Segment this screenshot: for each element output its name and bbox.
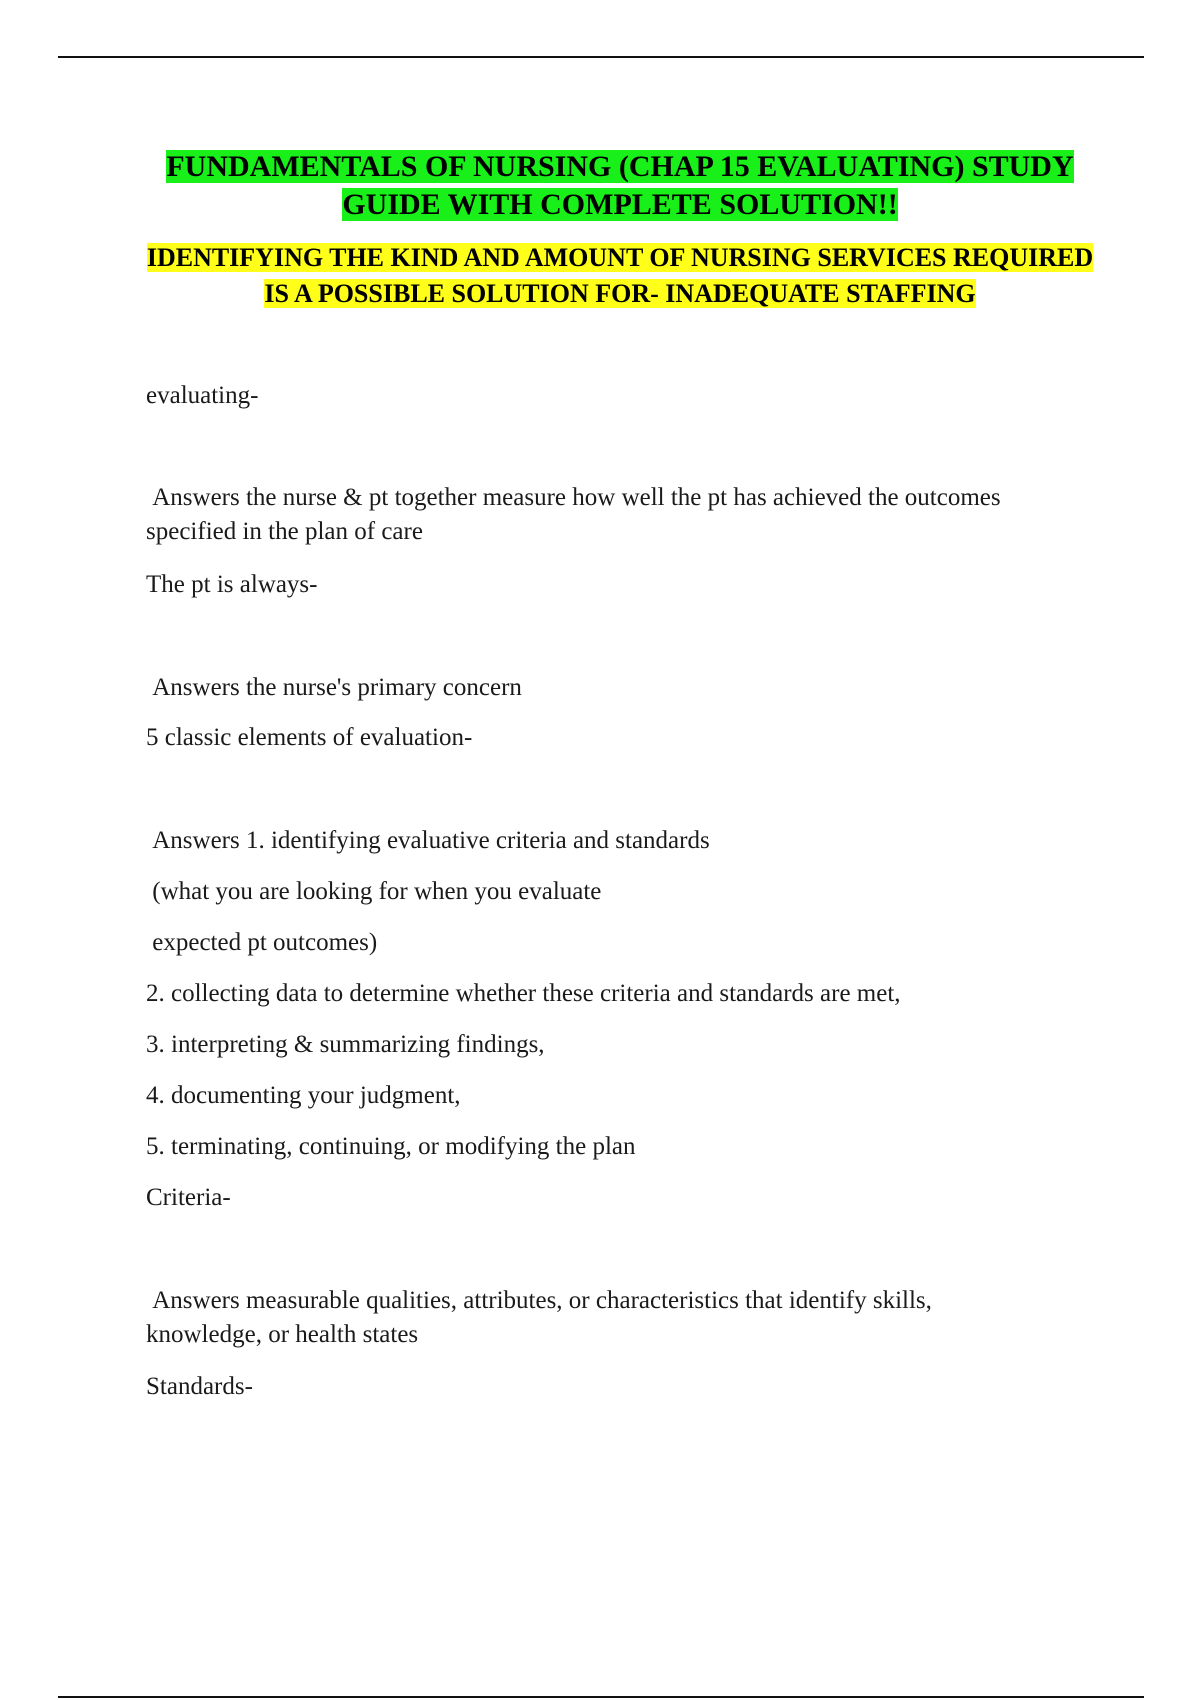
paragraph: 5. terminating, continuing, or modifying the plan — [146, 1133, 636, 1160]
paragraph: 2. collecting data to determine whether these criteria and standards are met, — [146, 980, 901, 1007]
title-block — [140, 148, 1100, 312]
paragraph: 3. interpreting & summarizing findings, — [146, 1031, 545, 1058]
document-subtitle: IDENTIFYING THE KIND AND AMOUNT OF NURSING SERVICES REQUIRED IS A POSSIBLE SOLUTION FOR- INADEQUATE STAFFING — [146, 243, 1094, 308]
paragraph: 4. documenting your judgment, — [146, 1082, 461, 1109]
paragraph: Answers measurable qualities, attributes, or characteristics that identify skills, knowledge, or health states — [146, 1287, 939, 1348]
paragraph: expected pt outcomes) — [146, 929, 378, 956]
paragraph: Answers 1. identifying evaluative criteria and standards — [146, 827, 710, 854]
bottom-rule — [58, 1696, 1144, 1698]
paragraph: Answers the nurse & pt together measure how well the pt has achieved the outcomes specified in the plan of care — [146, 484, 1007, 545]
paragraph: evaluating- — [146, 382, 259, 409]
document-title: FUNDAMENTALS OF NURSING (CHAP 15 EVALUATING) STUDY GUIDE WITH COMPLETE SOLUTION!! — [166, 150, 1074, 221]
paragraph: (what you are looking for when you evaluate — [146, 878, 602, 905]
top-rule — [58, 56, 1144, 58]
paragraph: Standards- — [146, 1373, 253, 1400]
paragraph: The pt is always- — [146, 571, 318, 598]
paragraph: 5 classic elements of evaluation- — [146, 724, 473, 751]
paragraph: Criteria- — [146, 1184, 231, 1211]
paragraph: Answers the nurse's primary concern — [146, 674, 522, 701]
